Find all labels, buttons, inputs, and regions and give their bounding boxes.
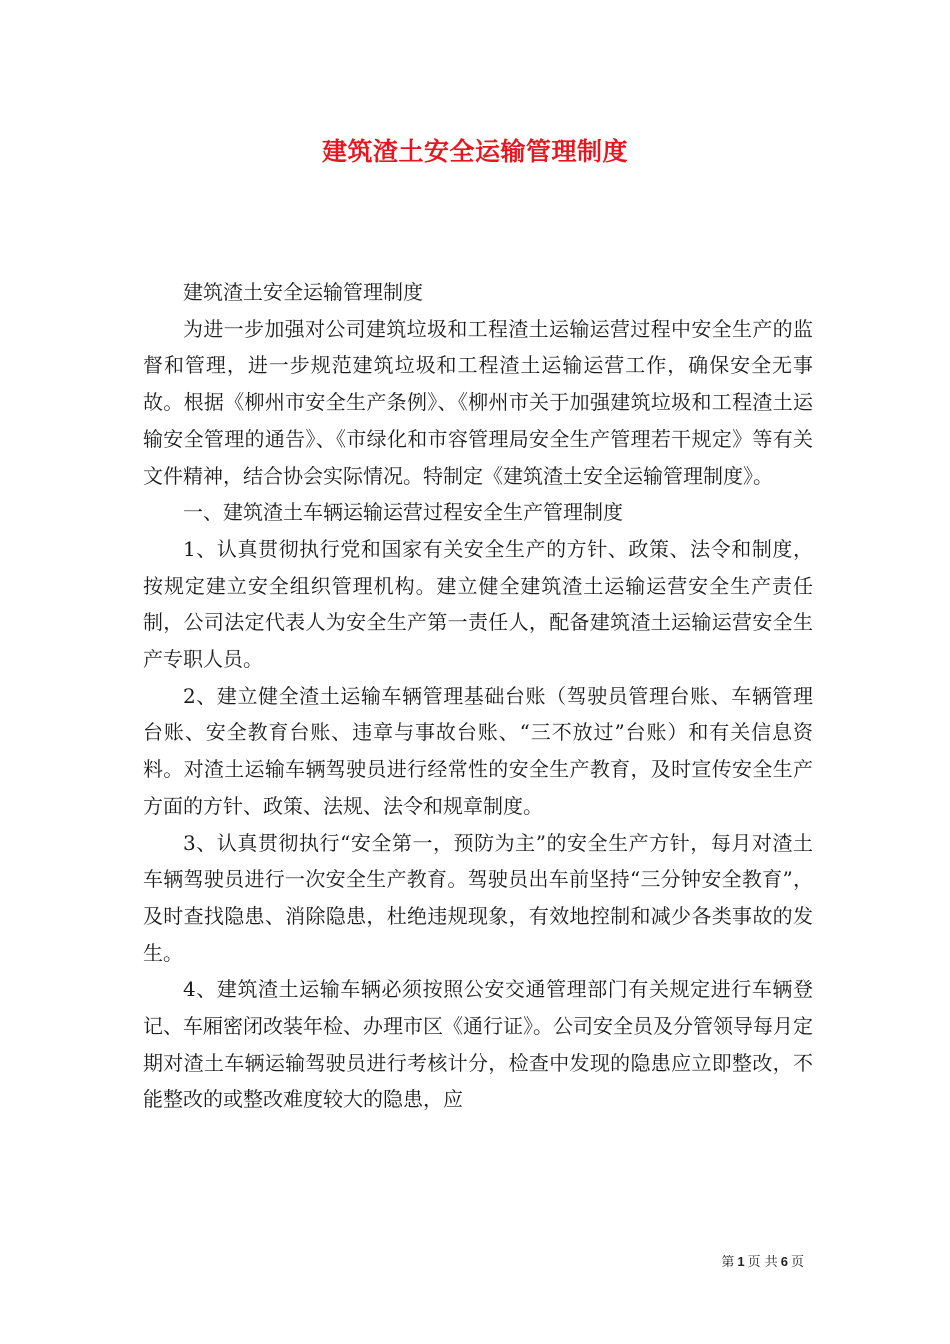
paragraph-item-4: 4、建筑渣土运输车辆必须按照公安交通管理部门有关规定进行车辆登记、车厢密闭改装年检、办理市区《通行证》。公司安全员及分管领导每月定期对渣土车辆运输驾驶员进行考核计分，检查中发现的隐患应立即整改，不能整改的或整改难度较大的隐患，应 xyxy=(143,977,813,1112)
paragraph-item-1: 1、认真贯彻执行党和国家有关安全生产的方针、政策、法令和制度，按规定建立安全组织管理机构。建立健全建筑渣土运输运营安全生产责任制，公司法定代表人为安全生产第一责任人，配备建筑渣土运输运营安全生产专职人员。 xyxy=(143,536,813,672)
paragraph-intro: 为进一步加强对公司建筑垃圾和工程渣土运输运营过程中安全生产的监督和管理，进一步规范建筑垃圾和工程渣土运输运营工作，确保安全无事故。根据《柳州市安全生产条例》、《柳州市关于加强建筑垃圾和工程渣土运输安全管理的通告》、《市绿化和市容管理局安全生产管理若干规定》等有关文件精神，结合协会实际情况。特制定《建筑渣土安全运输管理制度》。 xyxy=(143,316,813,488)
paragraph-item-3: 3、认真贯彻执行“安全第一，预防为主”的安全生产方针，每月对渣土车辆驾驶员进行一次安全生产教育。驾驶员出车前坚持“三分钟安全教育”，及时查找隐患、消除隐患，杜绝违规现象，有效地控制和减少各类事故的发生。 xyxy=(143,830,813,965)
paragraph-item-2: 2、建立健全渣土运输车辆管理基础台账（驾驶员管理台账、车辆管理台账、安全教育台账、违章与事故台账、“三不放过”台账）和有关信息资料。对渣土运输车辆驾驶员进行经常性的安全生产教育，及时宣传安全生产方面的方针、政策、法规、法令和规章制度。 xyxy=(143,683,813,818)
page-footer xyxy=(721,1251,804,1270)
document-title: 建筑渣土安全运输管理制度 xyxy=(321,137,628,166)
total-page-number: 6 xyxy=(780,1254,788,1269)
current-page-number: 1 xyxy=(737,1254,745,1269)
document-body xyxy=(143,274,813,1118)
footer-middle: 页 共 xyxy=(747,1255,778,1270)
footer-suffix: 页 xyxy=(790,1255,804,1270)
section-heading: 一、建筑渣土车辆运输运营过程安全生产管理制度 xyxy=(183,500,623,525)
footer-prefix: 第 xyxy=(721,1255,735,1270)
paragraph-subtitle: 建筑渣土安全运输管理制度 xyxy=(183,280,423,304)
